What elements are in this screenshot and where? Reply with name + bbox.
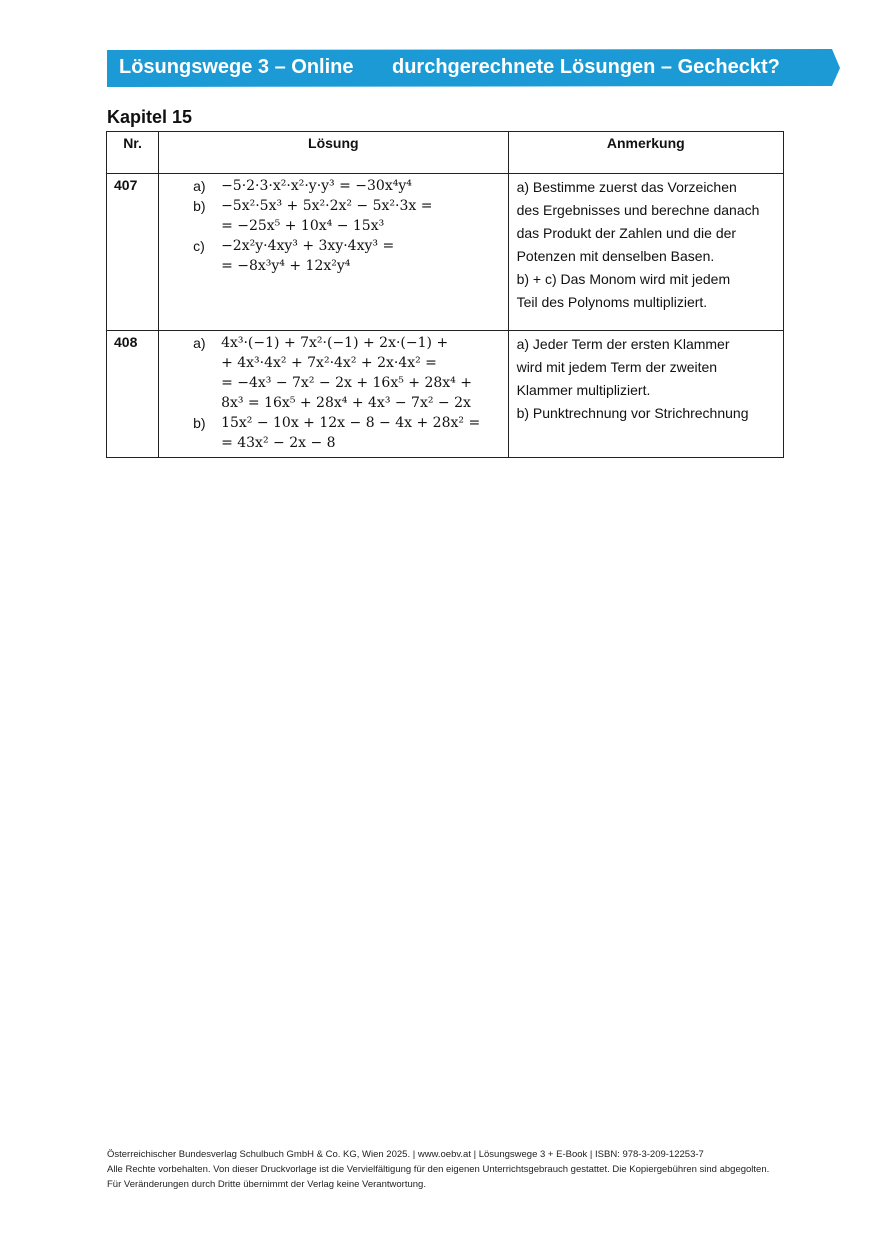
solution-cell [159,174,509,331]
part-letter: c) [193,238,205,254]
note-line: Potenzen mit denselben Basen. [516,248,715,264]
math-expression: −5·2·3·x²·x²·y·y³ = −30x⁴y⁴ [221,178,412,194]
footer-rights: Alle Rechte vorbehalten. Von dieser Druckvorlage ist die Vervielfältigung für den eigenen Unterrichtsgebrauch gestattet. Die Kopiergebühren sind abgegolten. [107,1164,770,1175]
math-expression: −5x²·5x³ + 5x²·2x² − 5x²·3x = [221,198,433,214]
note-line: b) Punktrechnung vor Strichrechnung [516,405,749,421]
solution-line [159,176,508,196]
solution-line [159,413,508,433]
header-left-title: Lösungswege 3 – Online [119,56,354,78]
math-expression: = −25x⁵ + 10x⁴ − 15x³ [221,218,385,234]
part-letter: b) [193,415,206,431]
row-number: 408 [107,331,159,458]
solution-line [159,433,508,453]
part-letter [159,373,221,393]
math-expression: 15x² − 10x + 12x − 8 − 4x + 28x² = [221,415,481,431]
part-letter [159,216,221,236]
solution-line [159,216,508,236]
math-expression: 4x³·(−1) + 7x²·(−1) + 2x·(−1) + [221,335,449,351]
table-row [107,331,784,458]
footer [107,1147,769,1192]
note-line: das Produkt der Zahlen und die der [516,225,737,241]
note-line: a) Jeder Term der ersten Klammer [516,336,730,352]
solution-line [159,196,508,216]
note-line: a) Bestimme zuerst das Vorzeichen [516,179,737,195]
math-expression: = −8x³y⁴ + 12x²y⁴ [221,258,351,274]
footer-disclaimer: Für Veränderungen durch Dritte übernimmt der Verlag keine Verantwortung. [107,1179,426,1190]
solution-line [159,333,508,353]
note-line: Teil des Polynoms multipliziert. [516,294,708,310]
math-expression: = −4x³ − 7x² − 2x + 16x⁵ + 28x⁴ + [221,375,472,391]
chapter-title: Kapitel 15 [107,107,193,127]
header-nr: Nr. [107,132,159,174]
footer-copyright: Österreichischer Bundesverlag Schulbuch GmbH & Co. KG, Wien 2025. | www.oebv.at | Lösungswege 3 + E-Book | ISBN: 978-3-209-12253-7 [107,1149,704,1160]
row-number: 407 [107,174,159,331]
math-expression: −2x²y·4xy³ + 3xy·4xy³ = [221,238,395,254]
table-row [107,174,784,331]
header-anmerkung: Anmerkung [508,132,783,174]
math-expression: = 43x² − 2x − 8 [221,435,336,451]
header-banner [107,49,840,87]
solution-line [159,373,508,393]
note-line: des Ergebnisses und berechne danach [516,202,760,218]
note-line: wird mit jedem Term der zweiten [516,359,718,375]
note-line: Klammer multipliziert. [516,382,651,398]
solution-line [159,393,508,413]
part-letter: a) [193,178,206,194]
note-line: b) + c) Das Monom wird mit jedem [516,271,731,287]
part-letter [159,393,221,413]
solution-line [159,256,508,276]
solutions-table [106,131,784,458]
note-cell [508,174,783,331]
part-letter [159,256,221,276]
part-letter: a) [193,335,206,351]
header-loesung: Lösung [159,132,509,174]
solution-cell [159,331,509,458]
math-expression: + 4x³·4x² + 7x²·4x² + 2x·4x² = [221,355,437,371]
header-right-title: durchgerechnete Lösungen – Gecheckt? [392,56,780,78]
solution-line [159,236,508,256]
math-expression: 8x³ = 16x⁵ + 28x⁴ + 4x³ − 7x² − 2x [221,395,471,411]
table-header-row [107,132,784,174]
part-letter [159,433,221,453]
solution-line [159,353,508,373]
part-letter [159,353,221,373]
part-letter: b) [193,198,206,214]
note-cell [508,331,783,458]
